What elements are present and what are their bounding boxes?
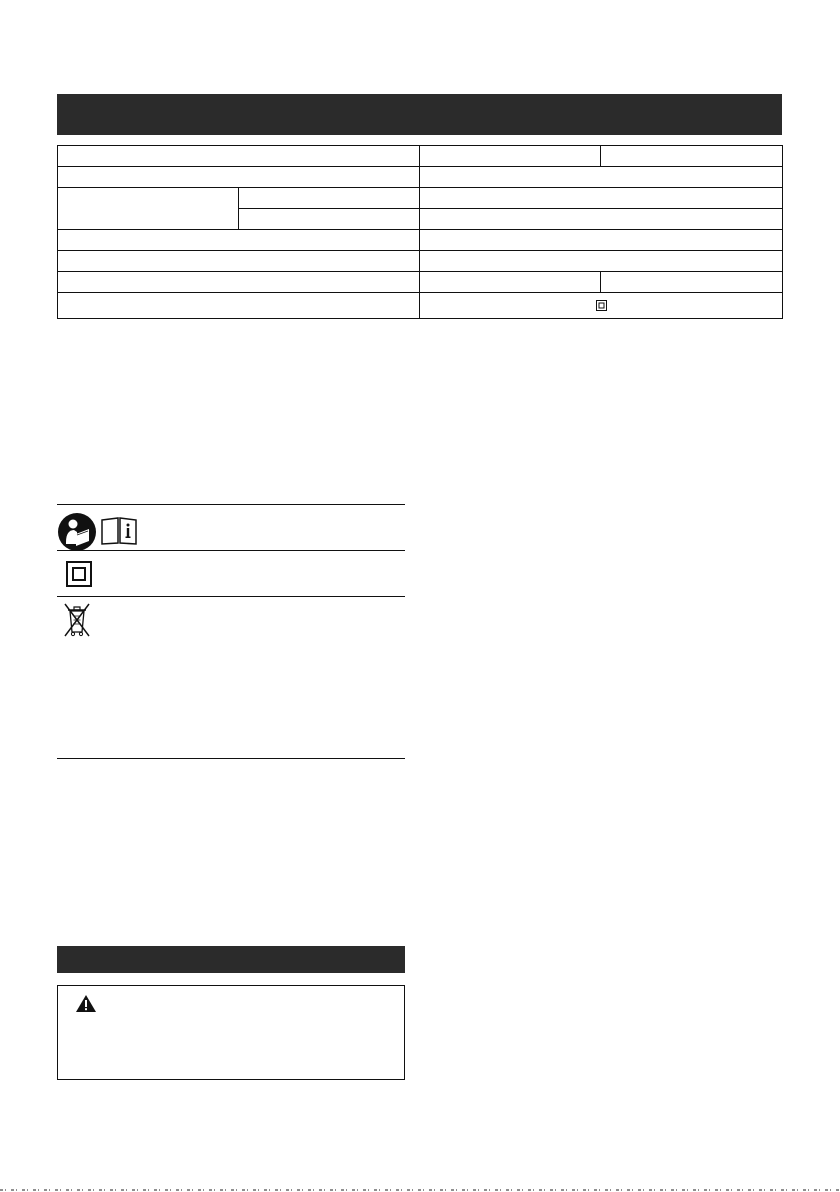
table-cell xyxy=(58,146,420,167)
read-instruction-manual-icon xyxy=(57,512,97,552)
symbols-rule xyxy=(57,550,405,551)
specifications-table xyxy=(57,145,783,319)
table-cell xyxy=(420,188,783,209)
table-cell xyxy=(58,272,420,293)
table-row xyxy=(58,167,783,188)
symbols-top-rule xyxy=(57,504,405,505)
table-cell xyxy=(601,272,783,293)
table-cell xyxy=(58,251,420,272)
table-cell xyxy=(239,188,420,209)
table-row xyxy=(58,188,783,209)
page-bottom-edge xyxy=(0,1189,840,1191)
table-cell xyxy=(58,167,420,188)
specifications-header-bar xyxy=(57,94,782,135)
table-cell xyxy=(420,146,601,167)
table-cell xyxy=(420,293,783,319)
table-cell xyxy=(58,230,420,251)
crossed-out-wheelie-bin-icon xyxy=(62,602,92,638)
information-book-icon xyxy=(101,517,137,545)
table-cell xyxy=(239,209,420,230)
symbols-rule xyxy=(57,596,405,597)
warning-triangle-icon xyxy=(75,994,97,1013)
table-row xyxy=(58,272,783,293)
table-cell xyxy=(601,146,783,167)
table-row xyxy=(58,251,783,272)
table-cell xyxy=(58,293,420,319)
table-cell xyxy=(420,251,783,272)
table-cell xyxy=(420,230,783,251)
table-cell xyxy=(420,167,783,188)
double-insulation-icon xyxy=(66,561,92,587)
table-cell xyxy=(58,188,239,230)
table-cell xyxy=(420,272,601,293)
table-row xyxy=(58,230,783,251)
symbols-bottom-rule xyxy=(57,758,405,759)
table-row xyxy=(58,146,783,167)
table-row xyxy=(58,293,783,319)
table-cell xyxy=(420,209,783,230)
safety-section-header-bar xyxy=(57,946,405,973)
warning-box xyxy=(57,985,405,1080)
double-insulation-small-icon xyxy=(596,300,607,311)
